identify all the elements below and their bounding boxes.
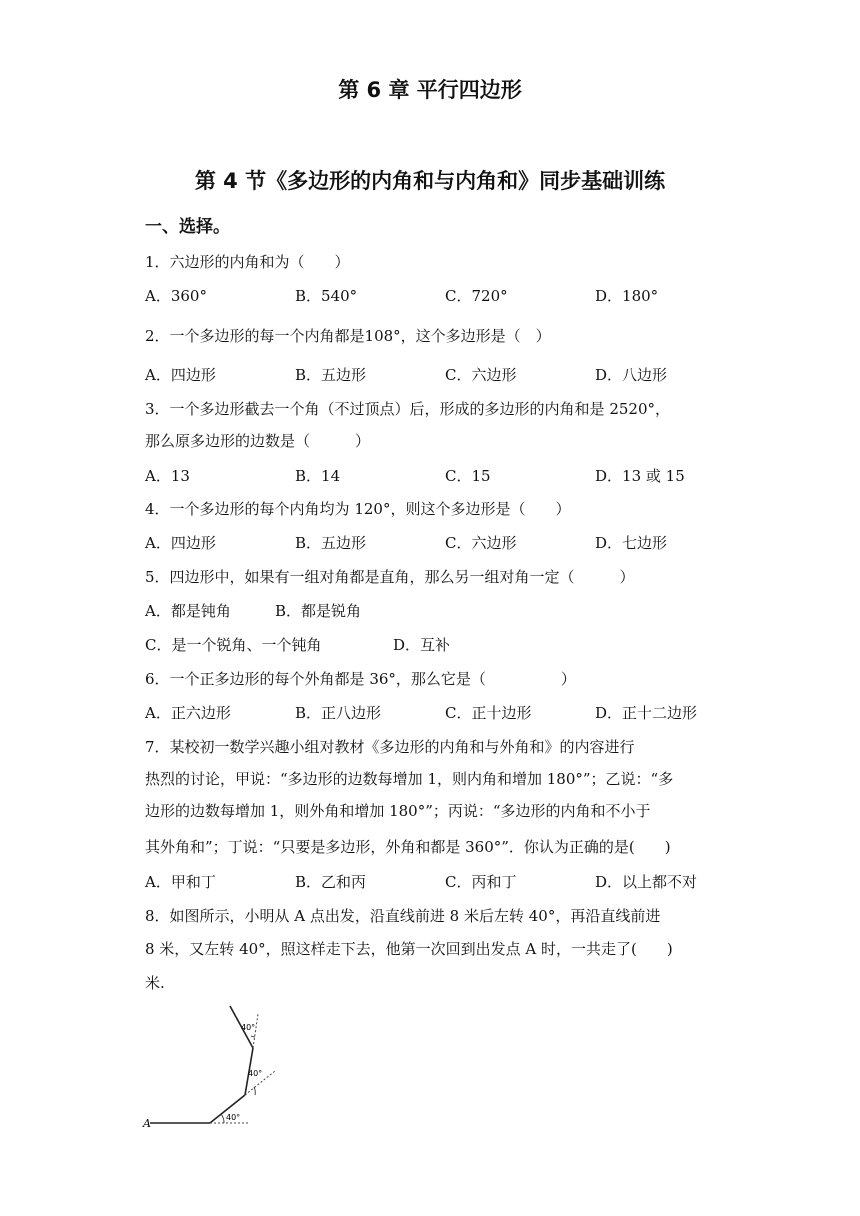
angle-label-1: 40° [226, 1113, 241, 1122]
question-1-option-a: A．360° [145, 287, 207, 305]
question-8-stem-line-3: 米. [145, 974, 165, 992]
question-6-option-d: D．正十二边形 [595, 704, 698, 722]
question-3-option-b: B．14 [295, 467, 341, 485]
question-4-option-c: C．六边形 [445, 534, 517, 552]
question-7-stem-line-1: 7．某校初一数学兴趣小组对教材《多边形的内角和与外角和》的内容进行 [145, 738, 635, 756]
section-heading: 一、选择。 [145, 217, 230, 237]
question-6-option-b: B．正八边形 [295, 704, 382, 722]
question-4-option-a: A．四边形 [145, 534, 216, 552]
question-5-option-d: D．互补 [393, 636, 451, 654]
angle-arc-2 [254, 1087, 255, 1095]
question-2-option-c: C．六边形 [445, 366, 517, 384]
question-2-option-a: A．四边形 [145, 366, 216, 384]
walking-path-figure [140, 1000, 290, 1130]
angle-arc-3 [251, 1036, 255, 1037]
question-1-stem: 1．六边形的内角和为（ ） [145, 253, 350, 271]
question-7-stem-line-4: 其外角和”；丁说：“只要是多边形，外角和都是 360°”．你认为正确的是( ) [145, 838, 671, 856]
question-7-stem-line-3: 边形的边数每增加 1，则外角和增加 180°”；丙说：“多边形的内角和不小于 [145, 802, 651, 820]
question-3-option-a: A．13 [145, 467, 190, 485]
question-3-option-d: D．13 或 15 [595, 467, 685, 485]
chapter-title: 第 6 章 平行四边形 [338, 78, 522, 102]
question-7-option-c: C．丙和丁 [445, 873, 517, 891]
question-2-option-d: D．八边形 [595, 366, 668, 384]
question-3-stem-line-1: 3．一个多边形截去一个角（不过顶点）后，形成的多边形的内角和是 2520°， [145, 400, 670, 418]
question-6-option-c: C．正十边形 [445, 704, 532, 722]
question-3-stem-line-2: 那么原多边形的边数是（ ） [145, 432, 371, 450]
question-6-option-a: A．正六边形 [145, 704, 231, 722]
question-4-stem: 4．一个多边形的每个内角均为 120°，则这个多边形是（ ） [145, 500, 571, 518]
question-5-option-a: A．都是钝角 [145, 602, 231, 620]
question-1-option-b: B．540° [295, 287, 358, 305]
question-1-option-c: C．720° [445, 287, 508, 305]
question-7-option-b: B．乙和丙 [295, 873, 367, 891]
lesson-title: 第 4 节《多边形的内角和与内角和》同步基础训练 [194, 169, 666, 193]
question-5-option-c: C．是一个锐角、一个钝角 [145, 636, 322, 654]
point-a-label: A [143, 1117, 151, 1130]
angle-label-3: 40° [241, 1023, 256, 1032]
angle-arc-1 [221, 1114, 224, 1123]
question-2-option-b: B．五边形 [295, 366, 367, 384]
question-5-stem: 5．四边形中，如果有一组对角都是直角，那么另一组对角一定（ ） [145, 568, 635, 586]
question-7-option-d: D．以上都不对 [595, 873, 698, 891]
question-5-option-b: B．都是锐角 [275, 602, 362, 620]
question-8-stem-line-1: 8．如图所示，小明从 A 点出发，沿直线前进 8 米后左转 40°，再沿直线前进 [145, 907, 661, 925]
question-3-option-c: C．15 [445, 467, 491, 485]
question-4-option-b: B．五边形 [295, 534, 367, 552]
question-1-option-d: D．180° [595, 287, 659, 305]
question-4-option-d: D．七边形 [595, 534, 668, 552]
question-7-stem-line-2: 热烈的讨论，甲说：“多边形的边数每增加 1，则内角和增加 180°”；乙说：“多 [145, 770, 674, 788]
question-2-stem: 2．一个多边形的每一个内角都是108°，这个多边形是（ ） [145, 327, 551, 345]
question-7-option-a: A．甲和丁 [145, 873, 216, 891]
angle-label-2: 40° [248, 1069, 263, 1078]
question-6-stem: 6．一个正多边形的每个外角都是 36°，那么它是（ ） [145, 670, 576, 688]
question-8-stem-line-2: 8 米，又左转 40°，照这样走下去，他第一次回到出发点 A 时，一共走了( ) [145, 940, 673, 958]
